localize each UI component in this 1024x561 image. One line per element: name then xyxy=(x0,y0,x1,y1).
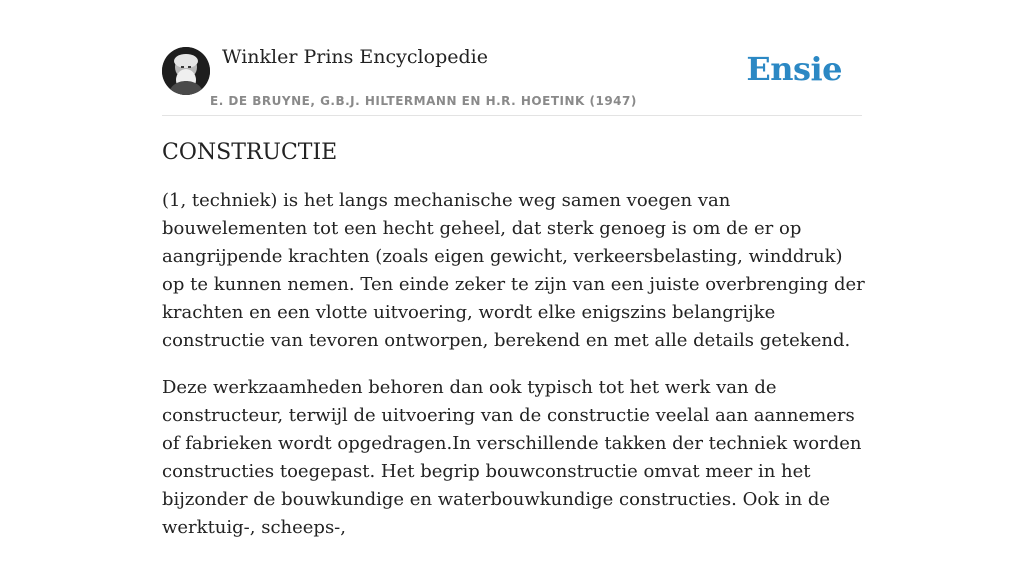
portrait-avatar-icon[interactable] xyxy=(162,47,210,95)
article-paragraph-2: Deze werkzaamheden behoren dan ook typisch tot het werk van de constructeur, terwijl de uitvoering van de constructie veelal aan aannemers of fabrieken wordt opgedragen.In verschillende takken der techniek worden constructies toegepast. Het begrip bouwconstructie omvat meer in het bijzonder de bouwkundige en waterbouwkundige constructies. Ook in de werktuig-, scheeps-, xyxy=(162,377,862,538)
article-title: CONSTRUCTIE xyxy=(162,140,338,165)
article xyxy=(162,140,867,561)
authors-line: E. DE BRUYNE, G.B.J. HILTERMANN EN H.R. HOETINK (1947) xyxy=(210,94,637,108)
ensie-logo[interactable]: Ensie xyxy=(746,50,842,88)
header-divider xyxy=(162,115,862,116)
article-paragraph-1: (1, techniek) is het langs mechanische weg samen voegen van bouwelementen tot een hecht geheel, dat sterk genoeg is om de er op aangrijpende krachten (zoals eigen gewicht, verkeersbelasting, winddruk) op te kunnen nemen. Ten einde zeker te zijn van een juiste overbrenging der krachten en een vlotte uitvoering, wordt elke enigszins belangrijke constructie van tevoren ontworpen, berekend en met alle details getekend. xyxy=(162,190,865,351)
header xyxy=(162,40,862,116)
source-title[interactable]: Winkler Prins Encyclopedie xyxy=(222,46,488,68)
